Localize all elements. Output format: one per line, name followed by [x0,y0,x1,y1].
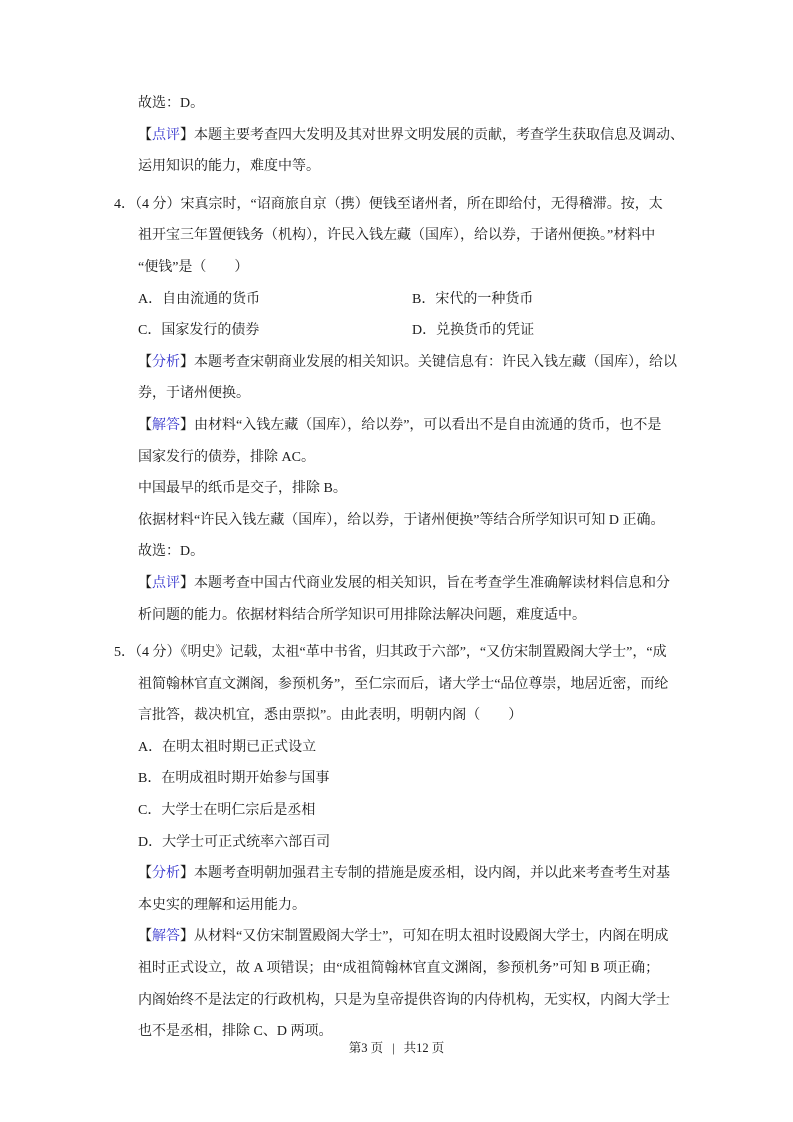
options-row [138,284,698,316]
text-run: 】从材料“又仿宋制置殿阁大学士”，可知在明太祖时设殿阁大学士，内阁在明成 [180,929,669,945]
text-run: 【 [138,127,152,143]
text-line [138,347,698,379]
text-line [114,189,698,221]
text-line [138,536,698,568]
text-line [138,669,698,701]
text-run: 内阁始终不是法定的行政机构，只是为皇帝提供咨询的内侍机构，无实权，内阁大学士 [138,992,670,1008]
footer-separator: | [392,1041,395,1055]
text-line [114,637,698,669]
highlight-tag: 解答 [152,929,180,945]
text-run: 】本题主要考查四大发明及其对世界文明发展的贡献，考查学生获取信息及调动、 [180,127,684,143]
highlight-tag: 点评 [152,575,180,591]
text-line [138,827,698,859]
text-run: 券，于诸州便换。 [138,386,250,402]
text-run: 】本题考查中国古代商业发展的相关知识，旨在考查学生准确解读材料信息和分 [180,575,670,591]
text-run: 祖开宝三年置便钱务（机构），许民入钱左藏（国库），给以券，于诸州便换。”材料中 [138,228,656,244]
options-row [138,315,698,347]
text-run: C．大学士在明仁宗后是丞相 [138,803,316,819]
text-line [138,921,698,953]
text-run: A．在明太祖时期已正式设立 [138,739,317,755]
text-line [138,953,698,985]
text-run: 祖简翰林官直文渊阁，参预机务”，至仁宗而后，诸大学士“品位尊崇，地居近密，而纶 [138,676,669,692]
text-run: 中国最早的纸币是交子，排除 B。 [138,481,347,497]
text-line [138,732,698,764]
option-cell: C．国家发行的债券 [138,323,260,339]
text-line [138,120,698,152]
text-run: 【 [138,575,152,591]
footer-current-page: 第3 页 [348,1041,384,1055]
text-run: 5．（4 分）《明史》记载，太祖“革中书省，归其政于六部”，“又仿宋制置殿阁大学士”，“成 [114,645,667,661]
text-run: 祖时正式设立，故 A 项错误；由“成祖简翰林官直文渊阁，参预机务”可知 B 项正确； [138,961,660,977]
text-run: 运用知识的能力，难度中等。 [138,159,320,175]
text-line [138,378,698,410]
text-run: 故选：D。 [138,96,205,111]
highlight-tag: 解答 [152,417,180,433]
text-line [138,890,698,922]
text-run: 【 [138,866,152,882]
option-cell: B．宋代的一种货币 [412,291,534,307]
text-line [138,568,698,600]
text-run: 言批答，裁决机宜，悉由票拟”。由此表明，明朝内阁（ ） [138,708,523,724]
text-run: D．大学士可正式统率六部百司 [138,834,331,850]
text-line [138,151,698,183]
text-run: 本史实的理解和运用能力。 [138,897,306,913]
text-line [138,220,698,252]
option-cell: A．自由流通的货币 [138,291,261,307]
document-lines [114,88,698,1048]
text-line [138,410,698,442]
text-line [138,505,698,537]
text-line [138,795,698,827]
page-footer [0,1038,793,1058]
text-line [138,763,698,795]
text-run: 国家发行的债券，排除 AC。 [138,449,315,465]
highlight-tag: 分析 [152,354,180,370]
text-line [138,858,698,890]
text-run: 析问题的能力。依据材料结合所学知识可用排除法解决问题，难度适中。 [138,607,586,623]
text-run: 【 [138,929,152,945]
text-run: 】由材料“入钱左藏（国库），给以券”，可以看出不是自由流通的货币，也不是 [180,417,662,433]
text-run: 4．（4 分）宋真宗时，“诏商旅自京（携）便钱至诸州者，所在即给付，无得稽滞。按，太 [114,196,663,212]
text-run: “便钱”是（ ） [138,259,249,275]
text-run: 【 [138,417,152,433]
text-run: 故选：D。 [138,544,205,560]
text-run: 依据材料“许民入钱左藏（国库），给以券，于诸州便换”等结合所学知识可知 D 正确。 [138,512,665,528]
text-run: 】本题考查明朝加强君主专制的措施是废丞相，设内阁，并以此来考查考生对基 [180,866,670,882]
text-line [138,700,698,732]
text-line [138,473,698,505]
text-line [138,442,698,474]
text-line [138,600,698,632]
text-line [138,88,698,120]
footer-total-pages: 共12 页 [403,1041,445,1055]
text-run: 【 [138,354,152,370]
text-line [138,252,698,284]
text-run: B．在明成祖时期开始参与国事 [138,771,330,787]
highlight-tag: 分析 [152,866,180,882]
text-run: 】本题考查宋朝商业发展的相关知识。关键信息有：许民入钱左藏（国库），给以 [180,354,677,370]
option-cell: D．兑换货币的凭证 [412,323,535,339]
text-line [138,985,698,1017]
text-run: 也不是丞相，排除 C、D 两项。 [138,1024,333,1040]
highlight-tag: 点评 [152,127,180,143]
